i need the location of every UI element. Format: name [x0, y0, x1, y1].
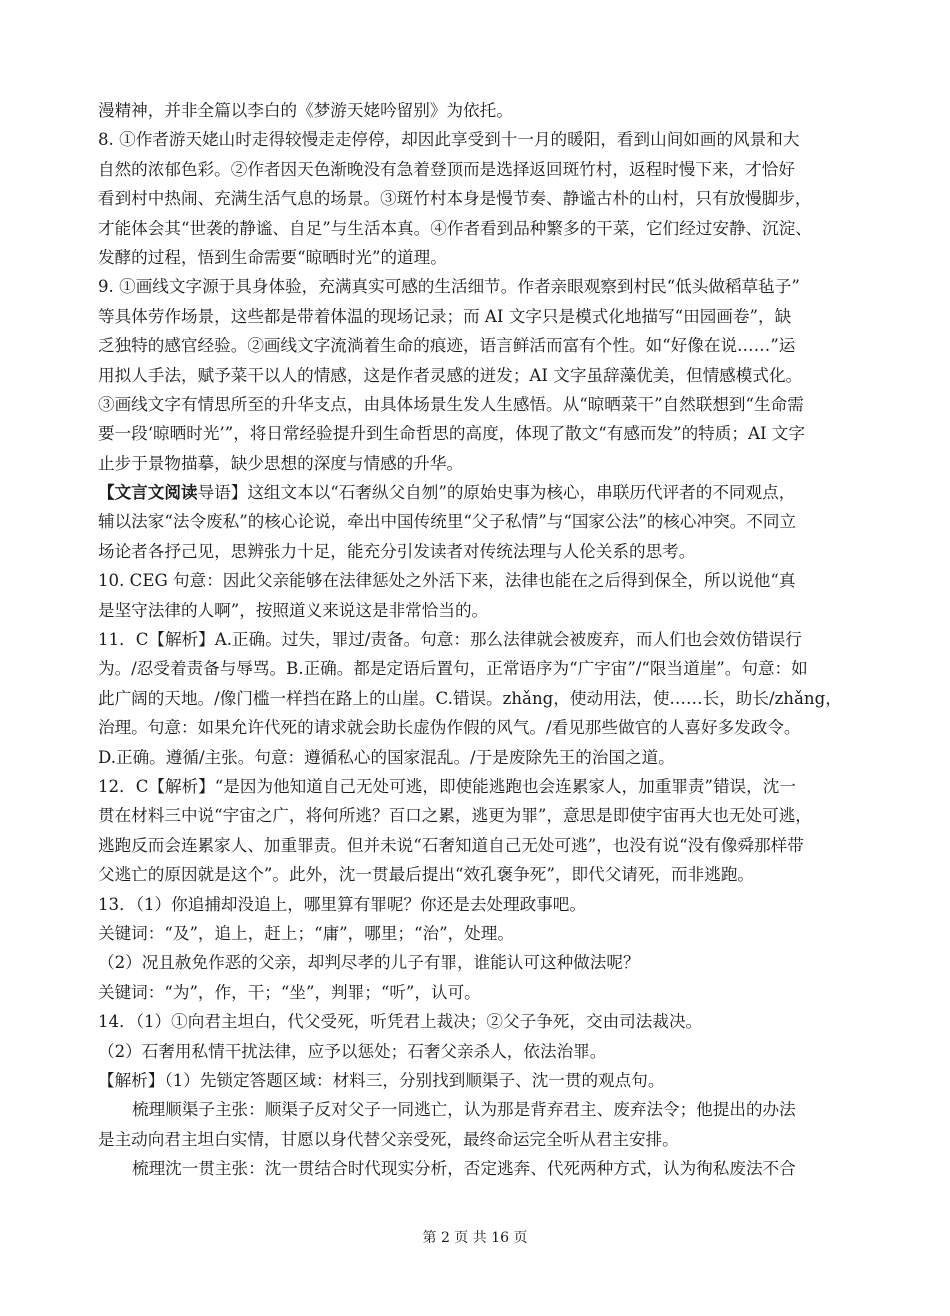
- line-text: 发酵的过程，悟到生命需要“晾晒时光”的道理。: [98, 247, 447, 267]
- line-text: 12．C【解析】“是因为他知道自己无处可逃，即使能逃跑也会连累家人，加重罪责”错误，沈一: [98, 776, 796, 796]
- text-line: [98, 155, 858, 184]
- text-line: [98, 184, 858, 213]
- line-text: 贯在材料三中说“宇宙之广，将何所逃？百口之累，逃更为罪”，意思是即使宇宙再大也无处可逃，: [98, 806, 812, 826]
- text-line: [98, 890, 858, 919]
- line-text: 辅以法家“法令废私”的核心论说，牵出中国传统里“父子私情”与“国家公法”的核心冲突。不同立: [98, 512, 797, 532]
- line-text: 等具体劳作场景，这些都是带着体温的现场记录；而 AI 文字只是模式化地描写“田园画卷”，缺: [98, 306, 792, 326]
- text-line: [98, 1037, 858, 1066]
- line-text: 梳理顺渠子主张：顺渠子反对父子一同逃亡，认为那是背弃君主、废弃法令；他提出的办法: [132, 1100, 796, 1120]
- line-text: 漫精神，并非全篇以李白的《梦游天姥吟留别》为依托。: [98, 101, 513, 120]
- line-text: D.正确。遵循/主张。句意：遵循私心的国家混乱。/于是废除先王的治国之道。: [98, 747, 675, 767]
- line-text: 11．C【解析】A.正确。过失，罪过/责备。句意：那么法律就会被废弃，而人们也会效仿错误行: [98, 630, 802, 650]
- page-footer: [0, 1228, 950, 1248]
- text-line: [98, 214, 858, 243]
- line-text: ③画线文字有情思所至的升华支点，由具体场景生发人生感悟。从“晾晒菜干”自然联想到“生命需: [98, 394, 804, 414]
- text-line: [98, 331, 858, 360]
- text-line: [98, 860, 858, 889]
- text-line: [98, 390, 858, 419]
- line-text: 8. ①作者游天姥山时走得较慢走走停停，却因此享受到十一月的暖阳，看到山间如画的风景和大: [98, 130, 800, 150]
- text-line: [98, 684, 858, 713]
- text-line: [98, 713, 858, 742]
- line-text: 13．（1）你追捕却没追上，哪里算有罪呢？你还是去处理政事吧。: [98, 894, 586, 914]
- document-body: [98, 96, 858, 1183]
- line-text: 10. CEG 句意：因此父亲能够在法律惩处之外活下来，法律也能在之后得到保全，所以说他“真: [98, 571, 796, 591]
- text-line: [98, 743, 858, 772]
- line-text: 关键词：“为”，作，干；“坐”，判罪；“听”，认可。: [98, 982, 481, 1002]
- line-text: 才能体会其“世袭的静谧、自足”与生活本真。④作者看到品种繁多的干菜，它们经过安静、沉淀、: [98, 218, 812, 238]
- text-line: [98, 919, 858, 948]
- line-text: 为。/忍受着责备与辱骂。B.正确。都是定语后置句，正常语序为“广宇宙”/“限当道崖”。句意：如: [98, 659, 808, 679]
- section-heading: 【文言文阅读: [98, 482, 198, 503]
- line-text: 父逃亡的原因就是这个”。此外，沈一贯最后提出“效孔褒争死”，即代父请死，而非逃跑。: [98, 865, 755, 885]
- line-text: 自然的浓郁色彩。②作者因天色渐晚没有急着登顶而是选择返回斑竹村，返程时慢下来，才恰好: [98, 159, 795, 179]
- line-text: 用拟人手法，赋予菜干以人的情感，这是作者灵感的迸发；AI 文字虽辞藻优美，但情感模式化。: [98, 365, 803, 385]
- text-line: [98, 801, 858, 830]
- line-text: 梳理沈一贯主张：沈一贯结合时代现实分析，否定逃奔、代死两种方式，认为徇私废法不合: [132, 1159, 796, 1179]
- text-line: [98, 537, 858, 566]
- line-text: （2）况且赦免作恶的父亲，却判尽孝的儿子有罪，谁能认可这种做法呢？: [98, 953, 640, 973]
- page-number: 第 2 页 共 16 页: [422, 1230, 528, 1246]
- line-text: （2）石奢用私情干扰法律，应予以惩处；石奢父亲杀人，依法治罪。: [98, 1041, 607, 1061]
- text-line: [98, 1007, 858, 1036]
- line-text: 此广阔的天地。/像门槛一样挡在路上的山崖。C.错误。zhǎng，使动用法，使……长，助长/zhǎng，: [98, 688, 842, 708]
- text-line: [98, 772, 858, 801]
- text-line: [98, 596, 858, 625]
- text-line: [98, 1066, 858, 1095]
- line-text: 关键词：“及”，追上，赶上；“庸”，哪里；“治”，处理。: [98, 923, 514, 943]
- line-text: 乏独特的感官经验。②画线文字流淌着生命的痕迹，语言鲜活而富有个性。如“好像在说……”运: [98, 336, 796, 356]
- text-line: [98, 625, 858, 654]
- line-text: 治理。句意：如果允许代死的请求就会助长虚伪作假的风气。/看见那些做官的人喜好多发政令。: [98, 718, 801, 738]
- line-text: 逃跑反而会连累家人、加重罪责。但并未说“石奢知道自己无处可逃”，也没有说“没有像舜那样带: [98, 835, 804, 855]
- line-text: 看到村中热闹、充满生活气息的场景。③斑竹村本身是慢节奏、静谧古朴的山村，只有放慢脚步，: [98, 189, 812, 209]
- text-line: [98, 831, 858, 860]
- line-text: 要一段‘晾晒时光’”，将日常经验提升到生命哲思的高度，体现了散文“有感而发”的特质；AI 文字: [98, 424, 805, 444]
- line-text: 14．（1）①向君主坦白，代父受死，听凭君上裁决；②父子争死，交由司法裁决。: [98, 1012, 703, 1032]
- line-text: 导语】这组文本以“石奢纵父自刎”的原始史事为核心，串联历代评者的不同观点，: [197, 483, 796, 503]
- text-line: [98, 272, 858, 301]
- line-text: 是主动向君主坦白实情，甘愿以身代替父亲受死，最终命运完全听从君主安排。: [98, 1129, 679, 1149]
- text-line: [98, 566, 858, 595]
- text-line: [98, 361, 858, 390]
- text-line: [98, 419, 858, 448]
- text-line: [98, 478, 858, 507]
- text-line: [98, 96, 858, 125]
- text-line: [98, 1125, 858, 1154]
- text-line: [98, 1095, 858, 1124]
- line-text: 9. ①画线文字源于具身体验，充满真实可感的生活细节。作者亲眼观察到村民“低头做稻草毡子”: [98, 277, 800, 297]
- line-text: 是坚守法律的人啊”，按照道义来说这是非常恰当的。: [98, 600, 489, 620]
- text-line: [98, 125, 858, 154]
- text-line: [98, 302, 858, 331]
- text-line: [98, 243, 858, 272]
- line-text: 止步于景物描摹，缺少思想的深度与情感的升华。: [98, 453, 464, 473]
- text-line: [98, 449, 858, 478]
- text-line: [98, 978, 858, 1007]
- text-line: [98, 1154, 858, 1183]
- text-line: [98, 654, 858, 683]
- text-line: [98, 507, 858, 536]
- line-text: 场论者各抒己见，思辨张力十足，能充分引发读者对传统法理与人伦关系的思考。: [98, 541, 696, 561]
- line-text: 【解析】（1）先锁定答题区域：材料三，分别找到顺渠子、沈一贯的观点句。: [98, 1070, 665, 1090]
- text-line: [98, 948, 858, 977]
